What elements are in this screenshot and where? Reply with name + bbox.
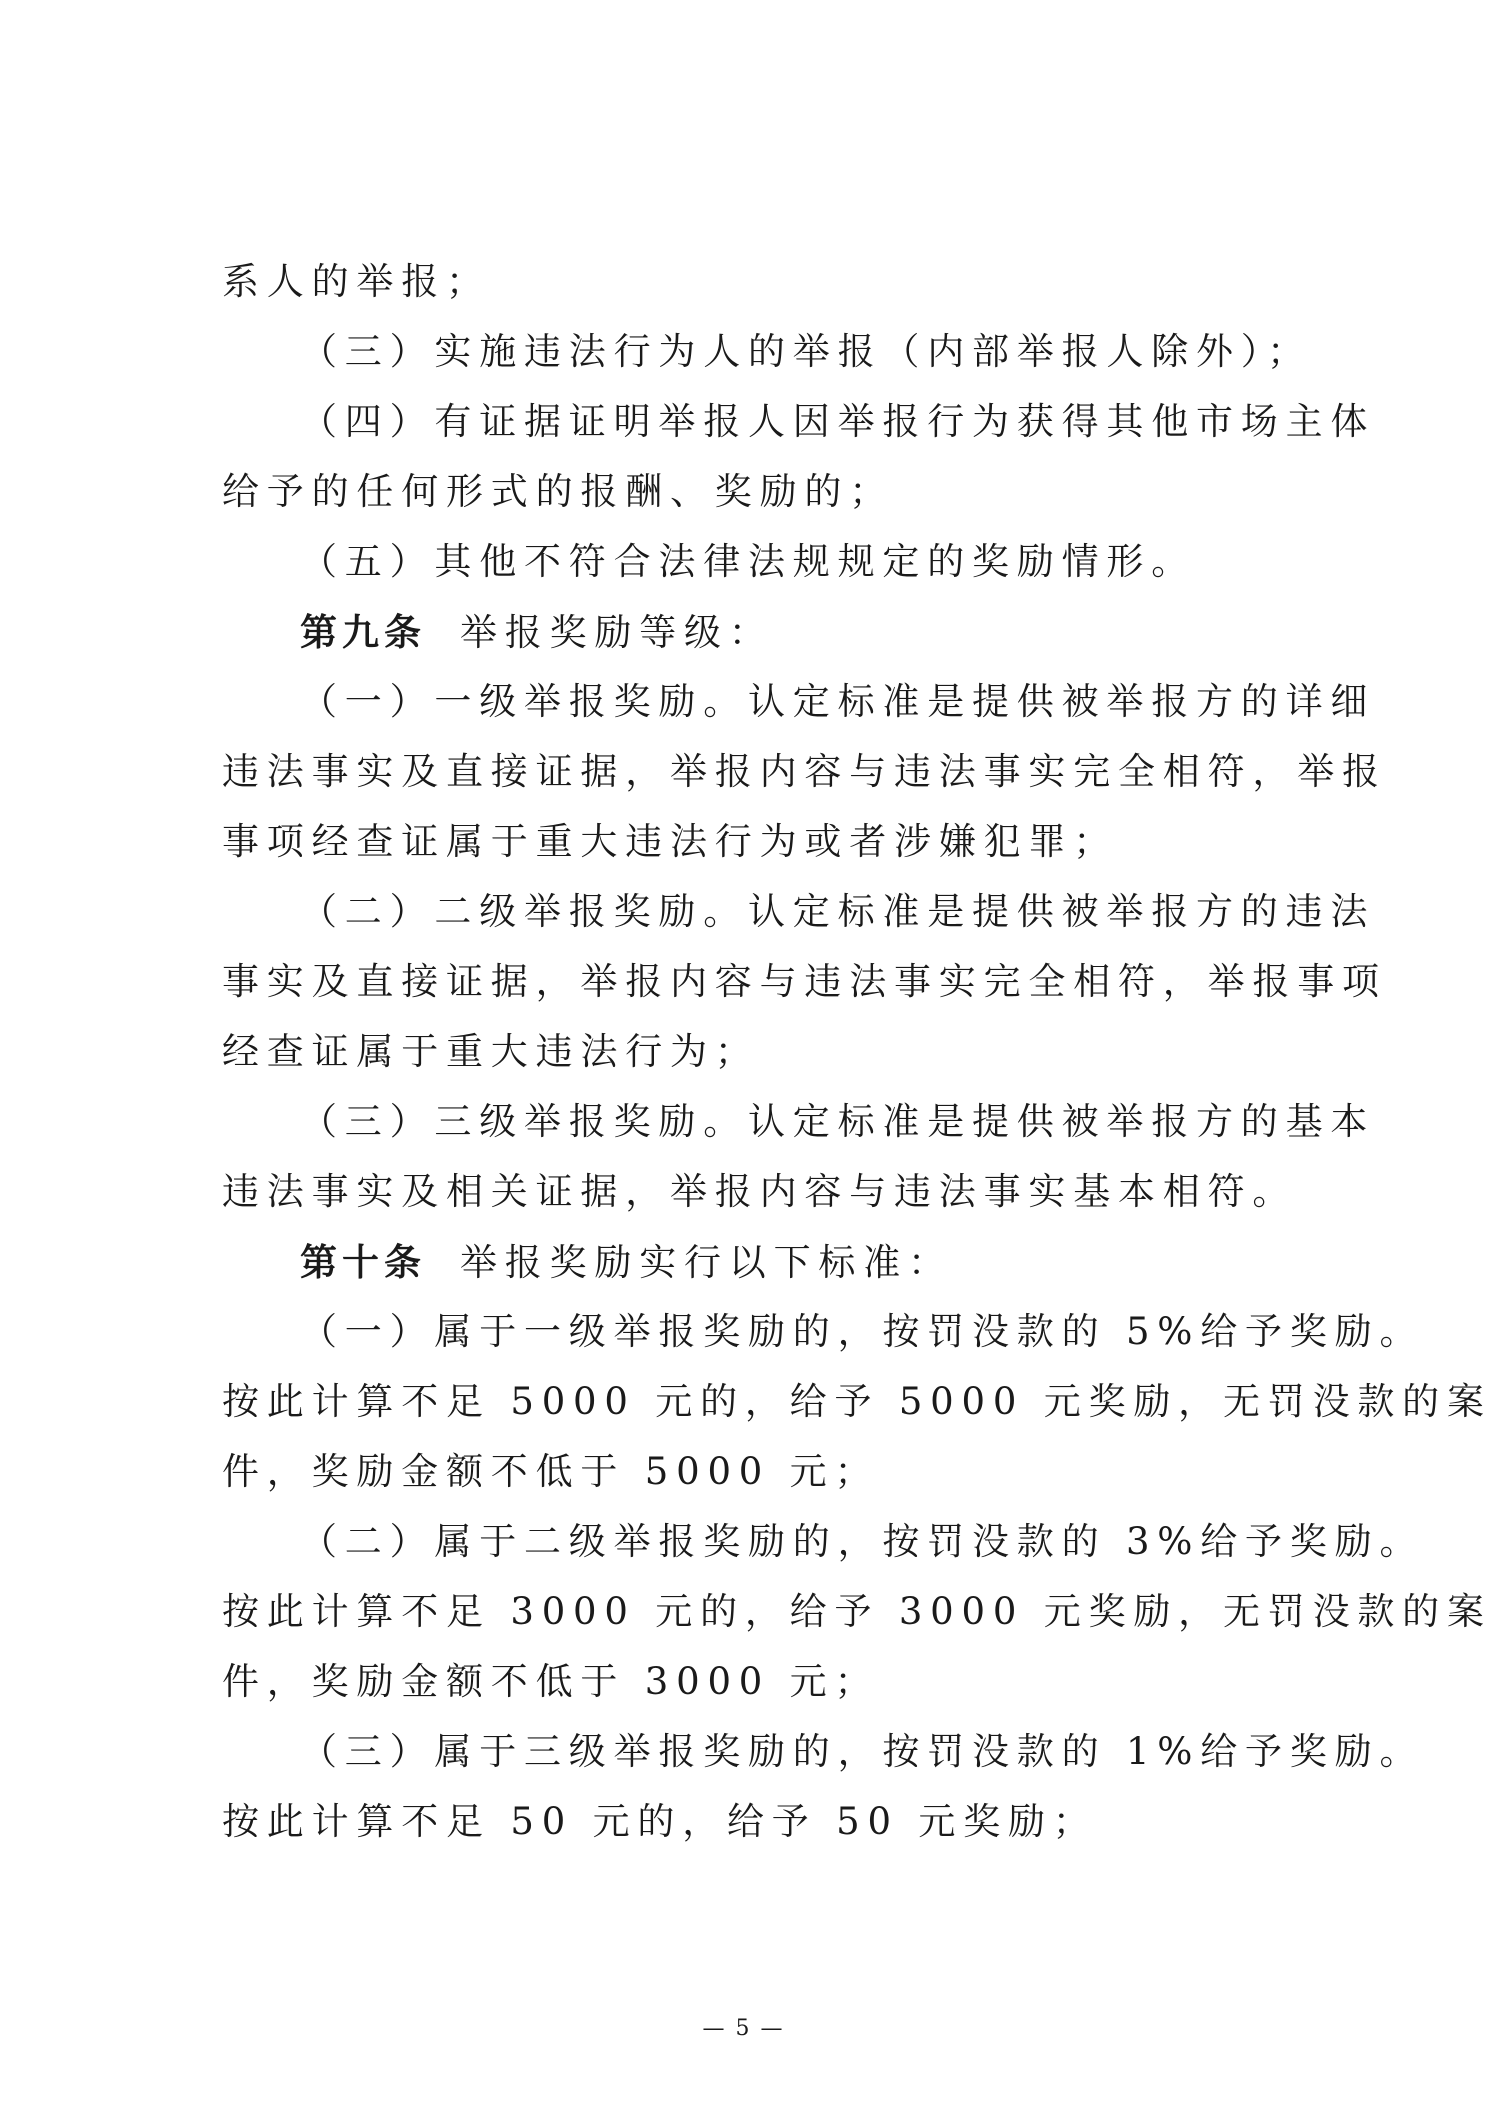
clause-four-line: 给予的任何形式的报酬、奖励的； xyxy=(222,470,894,513)
paragraph-line: 系人的举报； xyxy=(222,260,491,303)
clause-three-line: （三）实施违法行为人的举报（内部举报人除外）； xyxy=(300,330,1312,373)
article-nine-label: 第九条 xyxy=(300,610,426,654)
level-three-line: （三）三级举报奖励。认定标准是提供被举报方的基本 xyxy=(300,1100,1376,1143)
standard-two-line: （二）属于二级举报奖励的，按罚没款的 3%给予奖励。 xyxy=(300,1520,1425,1563)
article-nine-title: 举报奖励等级： xyxy=(460,611,774,654)
article-ten-title: 举报奖励实行以下标准： xyxy=(460,1241,953,1284)
standard-three-line: 按此计算不足 50 元的，给予 50 元奖励； xyxy=(222,1800,1098,1843)
standard-one-line: 件，奖励金额不低于 5000 元； xyxy=(222,1450,880,1493)
clause-four-line: （四）有证据证明举报人因举报行为获得其他市场主体 xyxy=(300,400,1376,443)
level-two-line: 经查证属于重大违法行为； xyxy=(222,1030,760,1073)
level-two-line: （二）二级举报奖励。认定标准是提供被举报方的违法 xyxy=(300,890,1376,933)
standard-one-line: （一）属于一级举报奖励的，按罚没款的 5%给予奖励。 xyxy=(300,1310,1425,1353)
page-number: — 5 — xyxy=(702,2016,785,2041)
level-one-line: （一）一级举报奖励。认定标准是提供被举报方的详细 xyxy=(300,680,1376,723)
level-two-line: 事实及直接证据，举报内容与违法事实完全相符，举报事项 xyxy=(222,960,1387,1003)
standard-one-line: 按此计算不足 5000 元的，给予 5000 元奖励，无罚没款的案 xyxy=(222,1380,1492,1423)
level-one-line: 事项经查证属于重大违法行为或者涉嫌犯罪； xyxy=(222,820,1118,863)
standard-two-line: 按此计算不足 3000 元的，给予 3000 元奖励，无罚没款的案 xyxy=(222,1590,1492,1633)
article-ten-label: 第十条 xyxy=(300,1240,426,1284)
article-nine-heading xyxy=(300,608,1237,657)
standard-three-line: （三）属于三级举报奖励的，按罚没款的 1%给予奖励。 xyxy=(300,1730,1425,1773)
level-three-line: 违法事实及相关证据，举报内容与违法事实基本相符。 xyxy=(222,1170,1298,1213)
clause-five-line: （五）其他不符合法律法规规定的奖励情形。 xyxy=(300,540,1196,583)
standard-two-line: 件，奖励金额不低于 3000 元； xyxy=(222,1660,880,1703)
level-one-line: 违法事实及直接证据，举报内容与违法事实完全相符，举报 xyxy=(222,750,1387,793)
article-ten-heading xyxy=(300,1238,1237,1287)
